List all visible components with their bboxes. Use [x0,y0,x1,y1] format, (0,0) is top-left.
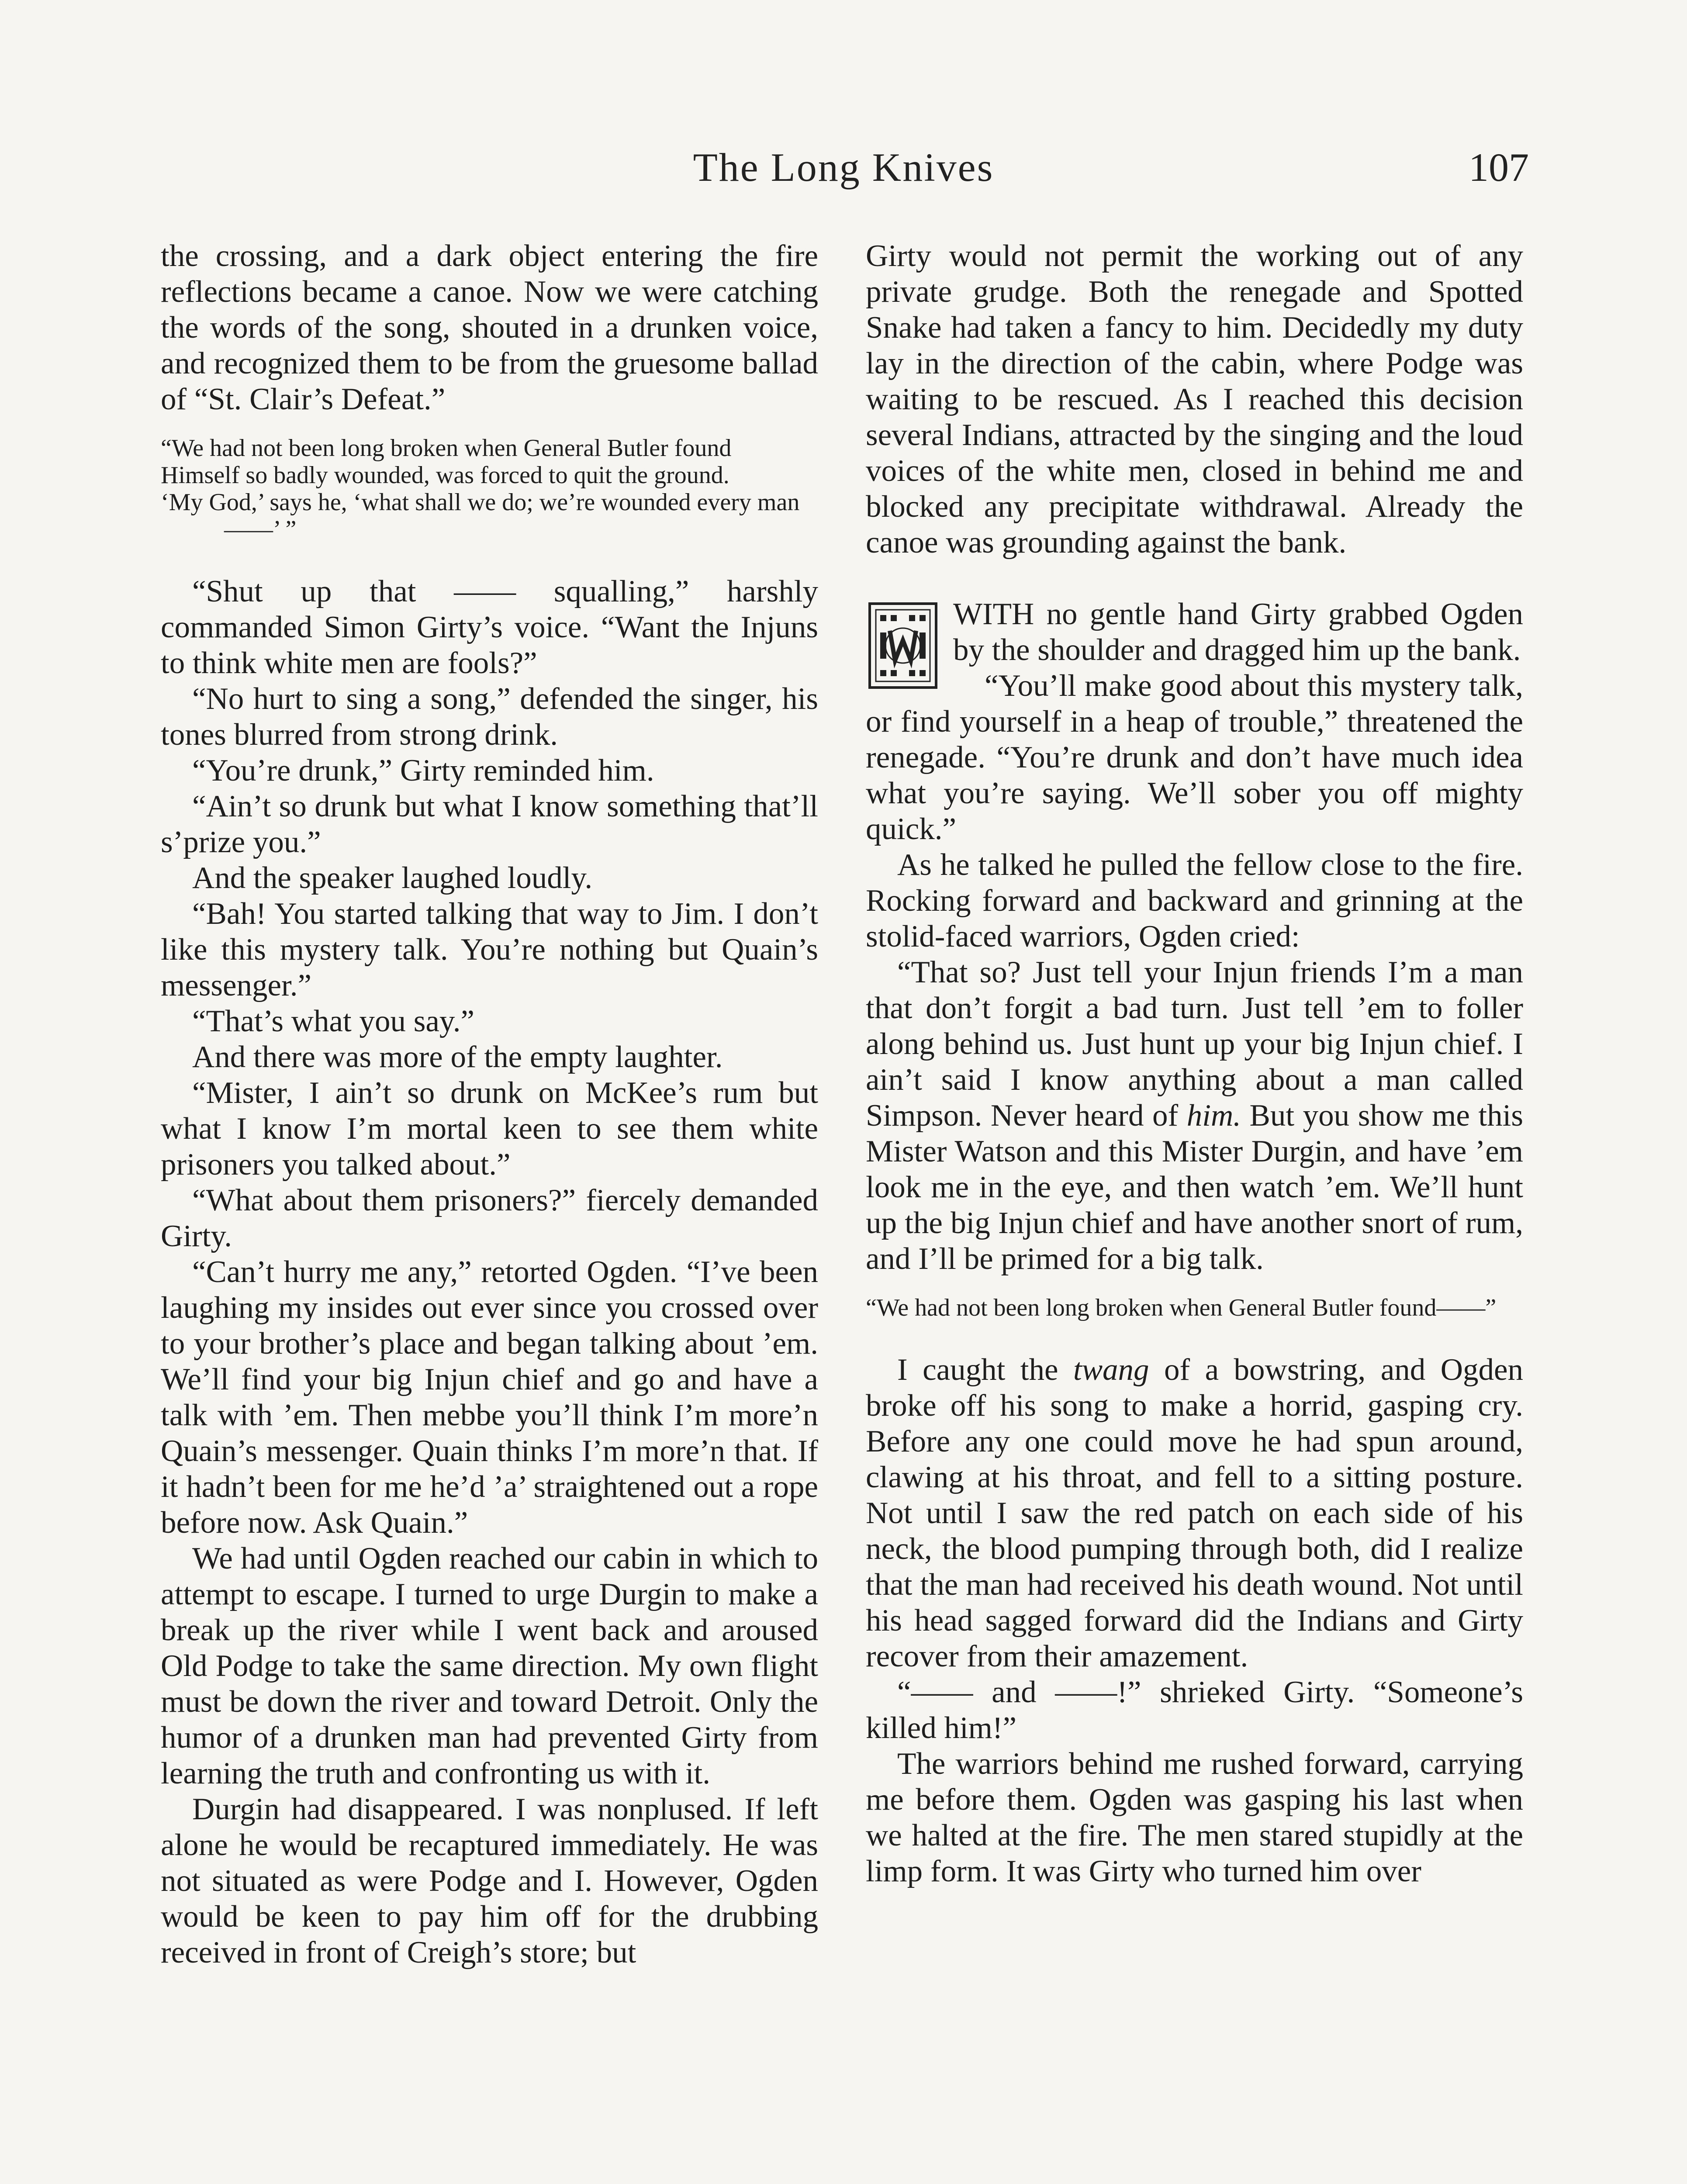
emphasis: twang [1073,1353,1149,1387]
text-run: “That so? Just tell your Injun friends I’m a man that don’t forgit a bad turn. Just tell ’em to foller along behind us. Just hunt up your big Injun chief. I ain’t said I know anything about a man called Simpson. Never heard of [866,955,1523,1133]
emphasis: him. [1186,1099,1241,1133]
page-header [0,144,1687,197]
verse-quote [161,435,818,543]
verse-quote [866,1294,1523,1321]
paragraph [866,954,1523,1277]
verse-line: Himself so badly wounded, was forced to quit the ground. [161,462,729,489]
paragraph: “Mister, I ain’t so drunk on McKee’s rum but what I know I’m mortal keen to see them white prisoners you talked about.” [161,1076,818,1182]
paragraph [866,1352,1523,1674]
left-column [161,238,818,1970]
text-run: I caught the [897,1353,1073,1387]
paragraph: We had until Ogden reached our cabin in which to attempt to escape. I turned to urge Durgin to make a break up the river while I went back and aroused Old Podge to take the same direction. My own flight must be down the river and toward Detroit. Only the humor of a drunken man had prevented Girty from learning the truth and confronting us with it. [161,1541,818,1790]
paragraph: WITH no gentle hand Girty grabbed Ogden by the shoulder and dragged him up the bank. [953,597,1523,667]
paragraph: “No hurt to sing a song,” defended the singer, his tones blurred from strong drink. [161,682,818,752]
verse-line: ‘My God,’ says he, ‘what shall we do; we’re wounded every man——’ ” [161,489,800,543]
page-number: 107 [1469,145,1529,190]
verse-line: “We had not been long broken when General Butler found——” [866,1294,1497,1321]
paragraph: “Bah! You started talking that way to Jim. I don’t like this mystery talk. You’re nothing but Quain’s messenger.” [161,897,818,1002]
paragraph: And the speaker laughed loudly. [192,861,593,895]
paragraph: “—— and ——!” shrieked Girty. “Someone’s killed him!” [866,1675,1523,1745]
paragraph: The warriors behind me rushed forward, carrying me before them. Ogden was gasping his last when we halted at the fire. The men stared stupidly at the limp form. It was Girty who turned him over [866,1747,1523,1888]
text-run: But you show me this Mister Watson and this Mister Durgin, and have ’em look me in the eye, and then watch ’em. We’ll hunt up the big Injun chief and have another snort of rum, and I’ll be primed for a big talk. [866,1099,1524,1276]
paragraph: Durgin had disappeared. I was nonplused. If left alone he would be recaptured immediately. He was not situated as were Podge and I. However, Ogden would be keen to pay him off for the drubbing received in front of Creigh’s store; but [161,1792,818,1970]
verse-line: “We had not been long broken when General Butler found [161,435,732,462]
paragraph: Girty would not permit the working out of any private grudge. Both the renegade and Spotted Snake had taken a fancy to him. Decidedly my duty lay in the direction of the cabin, where Podge was waiting to be rescued. As I reached this decision several Indians, attracted by the singing and the loud voices of the white men, closed in behind me and blocked any precipitate withdrawal. Already the canoe was grounding against the bank. [866,239,1523,560]
section-start [866,596,1523,668]
right-column [866,238,1523,1889]
paragraph: “Shut up that —— squalling,” harshly commanded Simon Girty’s voice. “Want the Injuns to think white men are fools?” [161,574,818,680]
ornamental-initial-icon [866,600,940,691]
paragraph: “Ain’t so drunk but what I know something that’ll s’prize you.” [161,789,818,859]
paragraph: the crossing, and a dark object entering the fire reflections became a canoe. Now we were catching the words of the song, shouted in a drunken voice, and recognized them to be from the gruesome ballad of “St. Clair’s Defeat.” [161,239,818,416]
paragraph: “You’re drunk,” Girty reminded him. [192,753,654,788]
paragraph: “What about them prisoners?” fiercely demanded Girty. [161,1183,818,1253]
paragraph: “That’s what you say.” [192,1004,475,1038]
running-title: The Long Knives [693,145,994,190]
paragraph: As he talked he pulled the fellow close to the fire. Rocking forward and backward and grinning at the stolid-faced warriors, Ogden cried: [866,848,1523,954]
paragraph: “You’ll make good about this mystery talk, or find yourself in a heap of trouble,” threatened the renegade. “You’re drunk and don’t have much idea what you’re saying. We’ll sober you off mighty quick.” [866,669,1523,846]
text-run: of a bowstring, and Ogden broke off his song to make a horrid, gasping cry. Before any one could move he had spun around, clawing at his throat, and fell to a sitting posture. Not until I saw the red patch on each side of his neck, the blood pumping through both, did I realize that the man had received his death wound. Not until his head sagged forward did the Indians and Girty recover from their amazement. [866,1353,1523,1673]
paragraph: “Can’t hurry me any,” retorted Ogden. “I’ve been laughing my insides out ever since you crossed over to your brother’s place and began talking about ’em. We’ll find your big Injun chief and go and have a talk with ’em. Then mebbe you’ll think I’m more’n Quain’s messenger. Quain thinks I’m more’n that. If it hadn’t been for me he’d ’a’ straightened out a rope before now. Ask Quain.” [161,1255,818,1540]
paragraph: And there was more of the empty laughter. [192,1040,723,1074]
